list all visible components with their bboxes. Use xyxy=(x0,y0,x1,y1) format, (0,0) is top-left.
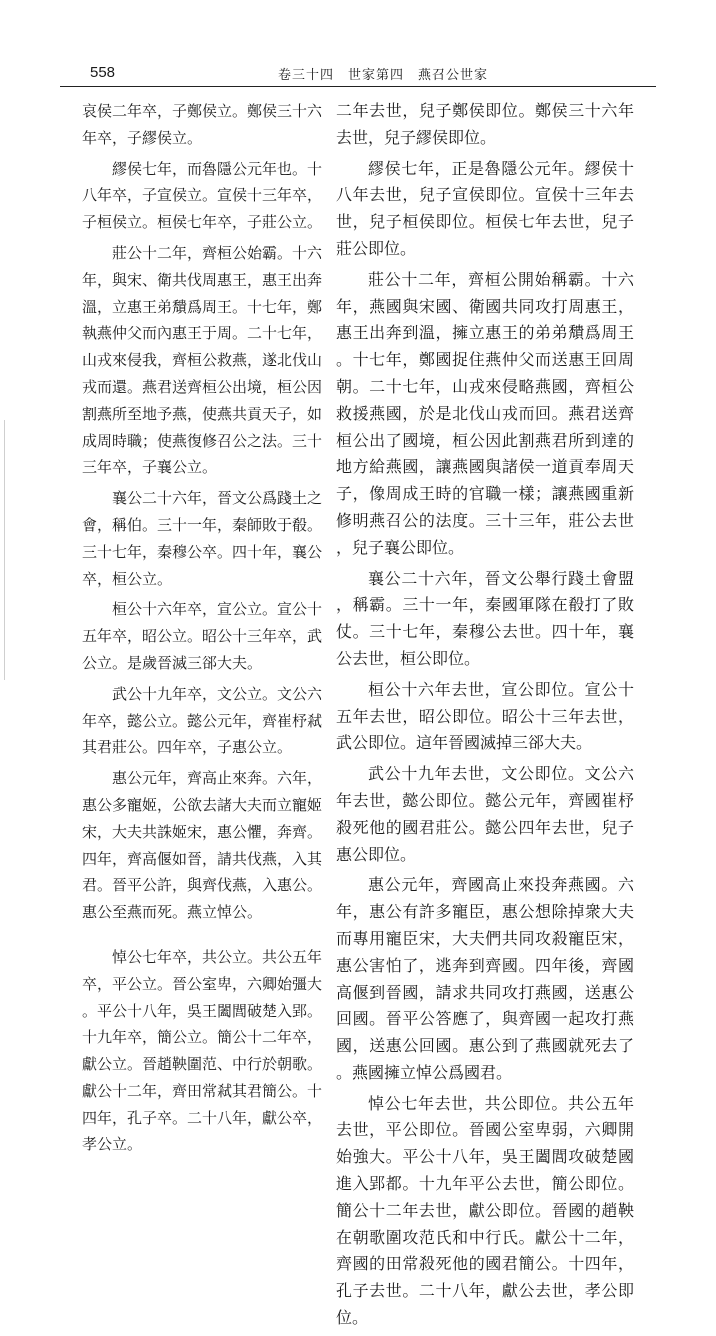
classical-paragraph: 悼公七年卒，共公立。共公五年卒，平公立。晉公室卑，六卿始彊大。平公十八年，吳王闔閭破楚入郢。十九年卒，簡公立。簡公十二年卒，獻公立。晉趙鞅圍范、中行於朝歌。獻公十二年，齊田常弒其君簡公。十四年，孔子卒。二十八年，獻公卒，孝公立。 xyxy=(82,947,323,1154)
translation-paragraph: 繆侯七年，正是魯隱公元年。繆侯十八年去世，兒子宣侯即位。宣侯十三年去世，兒子桓侯即位。桓侯七年去世，兒子莊公即位。 xyxy=(336,158,634,258)
classical-paragraph: 哀侯二年卒，子鄭侯立。鄭侯三十六年卒，子繆侯立。 xyxy=(82,102,323,147)
translation-paragraph: 二年去世，兒子鄭侯即位。鄭侯三十六年去世，兒子繆侯即位。 xyxy=(336,101,634,147)
classical-paragraph: 惠公元年，齊高止來奔。六年，惠公多寵姬，公欲去諸大夫而立寵姬宋，大夫共誅姬宋，惠公懼，奔齊。四年，齊高偃如晉，請共伐燕，入其君。晉平公許，與齊伐燕，入惠公。惠公至燕而死。燕立悼公。 xyxy=(82,769,323,922)
binding-shadow xyxy=(4,420,5,680)
classical-paragraph: 桓公十六年卒，宣公立。宣公十五年卒，昭公立。昭公十三年卒，武公立。是歲晉滅三郤大夫。 xyxy=(82,600,323,672)
classical-paragraph: 繆侯七年，而魯隱公元年也。十八年卒，子宣侯立。宣侯十三年卒，子桓侯立。桓侯七年卒，子莊公立。 xyxy=(82,159,323,232)
running-head: 卷三十四 世家第四 燕召公世家 xyxy=(278,68,489,83)
classical-paragraph: 莊公十二年，齊桓公始霸。十六年，與宋、衛共伐周惠王，惠王出奔溫，立惠王弟穨爲周王。十七年，鄭執燕仲父而內惠王于周。二十七年，山戎來侵我，齊桓公救燕，遂北伐山戎而還。燕君送齊桓公出境，桓公因割燕所至地予燕，使燕共貢天子，如成周時職；使燕復修召公之法。三十三年卒，子襄公立。 xyxy=(82,243,323,477)
translation-paragraph: 悼公七年去世，共公即位。共公五年去世，平公即位。晉國公室卑弱，六卿開始強大。平公十八年，吳王闔閭攻破楚國進入郢都。十九年平公去世，簡公即位。簡公十二年去世，獻公即位。晉國的趙鞅在朝歌圍攻范氏和中行氏。獻公十二年，齊國的田常殺死他的國君簡公。十四年，孔子去世。二十八年，獻公去世，孝公即位。 xyxy=(336,1093,634,1328)
classical-text-column xyxy=(82,98,322,1162)
classical-paragraph: 武公十九年卒，文公立。文公六年卒，懿公立。懿公元年，齊崔杼弒其君莊公。四年卒，子惠公立。 xyxy=(82,684,323,757)
translation-paragraph: 桓公十六年去世，宣公即位。宣公十五年去世，昭公即位。昭公十三年去世，武公即位。這年晉國滅掉三郤大夫。 xyxy=(336,679,634,753)
page-number: 558 xyxy=(90,64,116,81)
translation-paragraph: 襄公二十六年，晉文公舉行踐土會盟，稱霸。三十一年，秦國軍隊在殽打了敗仗。三十七年，秦穆公去世。四十年，襄公去世，桓公即位。 xyxy=(336,568,634,668)
translation-paragraph: 武公十九年去世，文公即位。文公六年去世，懿公即位。懿公元年，齊國崔杼殺死他的國君莊公。懿公四年去世，兒子惠公即位。 xyxy=(336,764,634,864)
page-header xyxy=(60,62,656,87)
translation-paragraph: 惠公元年，齊國高止來投奔燕國。六年，惠公有許多寵臣，惠公想除掉衆大夫而專用寵臣宋，大夫們共同攻殺寵臣宋，惠公害怕了，逃奔到齊國。四年後，齊國高偃到晉國，請求共同攻打燕國，送惠公回國。晉平公答應了，與齊國一起攻打燕國，送惠公回國。惠公到了燕國就死去了。燕國擁立悼公爲國君。 xyxy=(336,875,634,1082)
translation-text-column xyxy=(336,98,634,1336)
classical-paragraph: 襄公二十六年，晉文公爲踐土之會，稱伯。三十一年，秦師敗于殽。三十七年，秦穆公卒。四十年，襄公卒，桓公立。 xyxy=(82,489,323,588)
translation-paragraph: 莊公十二年，齊桓公開始稱霸。十六年，燕國與宋國、衛國共同攻打周惠王，惠王出奔到溫，擁立惠王的弟弟穨爲周王。十七年，鄭國捉住燕仲父而送惠王回周朝。二十七年，山戎來侵略燕國，齊桓公救援燕國，於是北伐山戎而回。燕君送齊桓公出了國境，桓公因此割燕君所到達的地方給燕國，讓燕國與諸侯一道貢奉周天子，像周成王時的官職一樣；讓燕國重新修明燕召公的法度。三十三年，莊公去世，兒子襄公即位。 xyxy=(336,269,634,557)
